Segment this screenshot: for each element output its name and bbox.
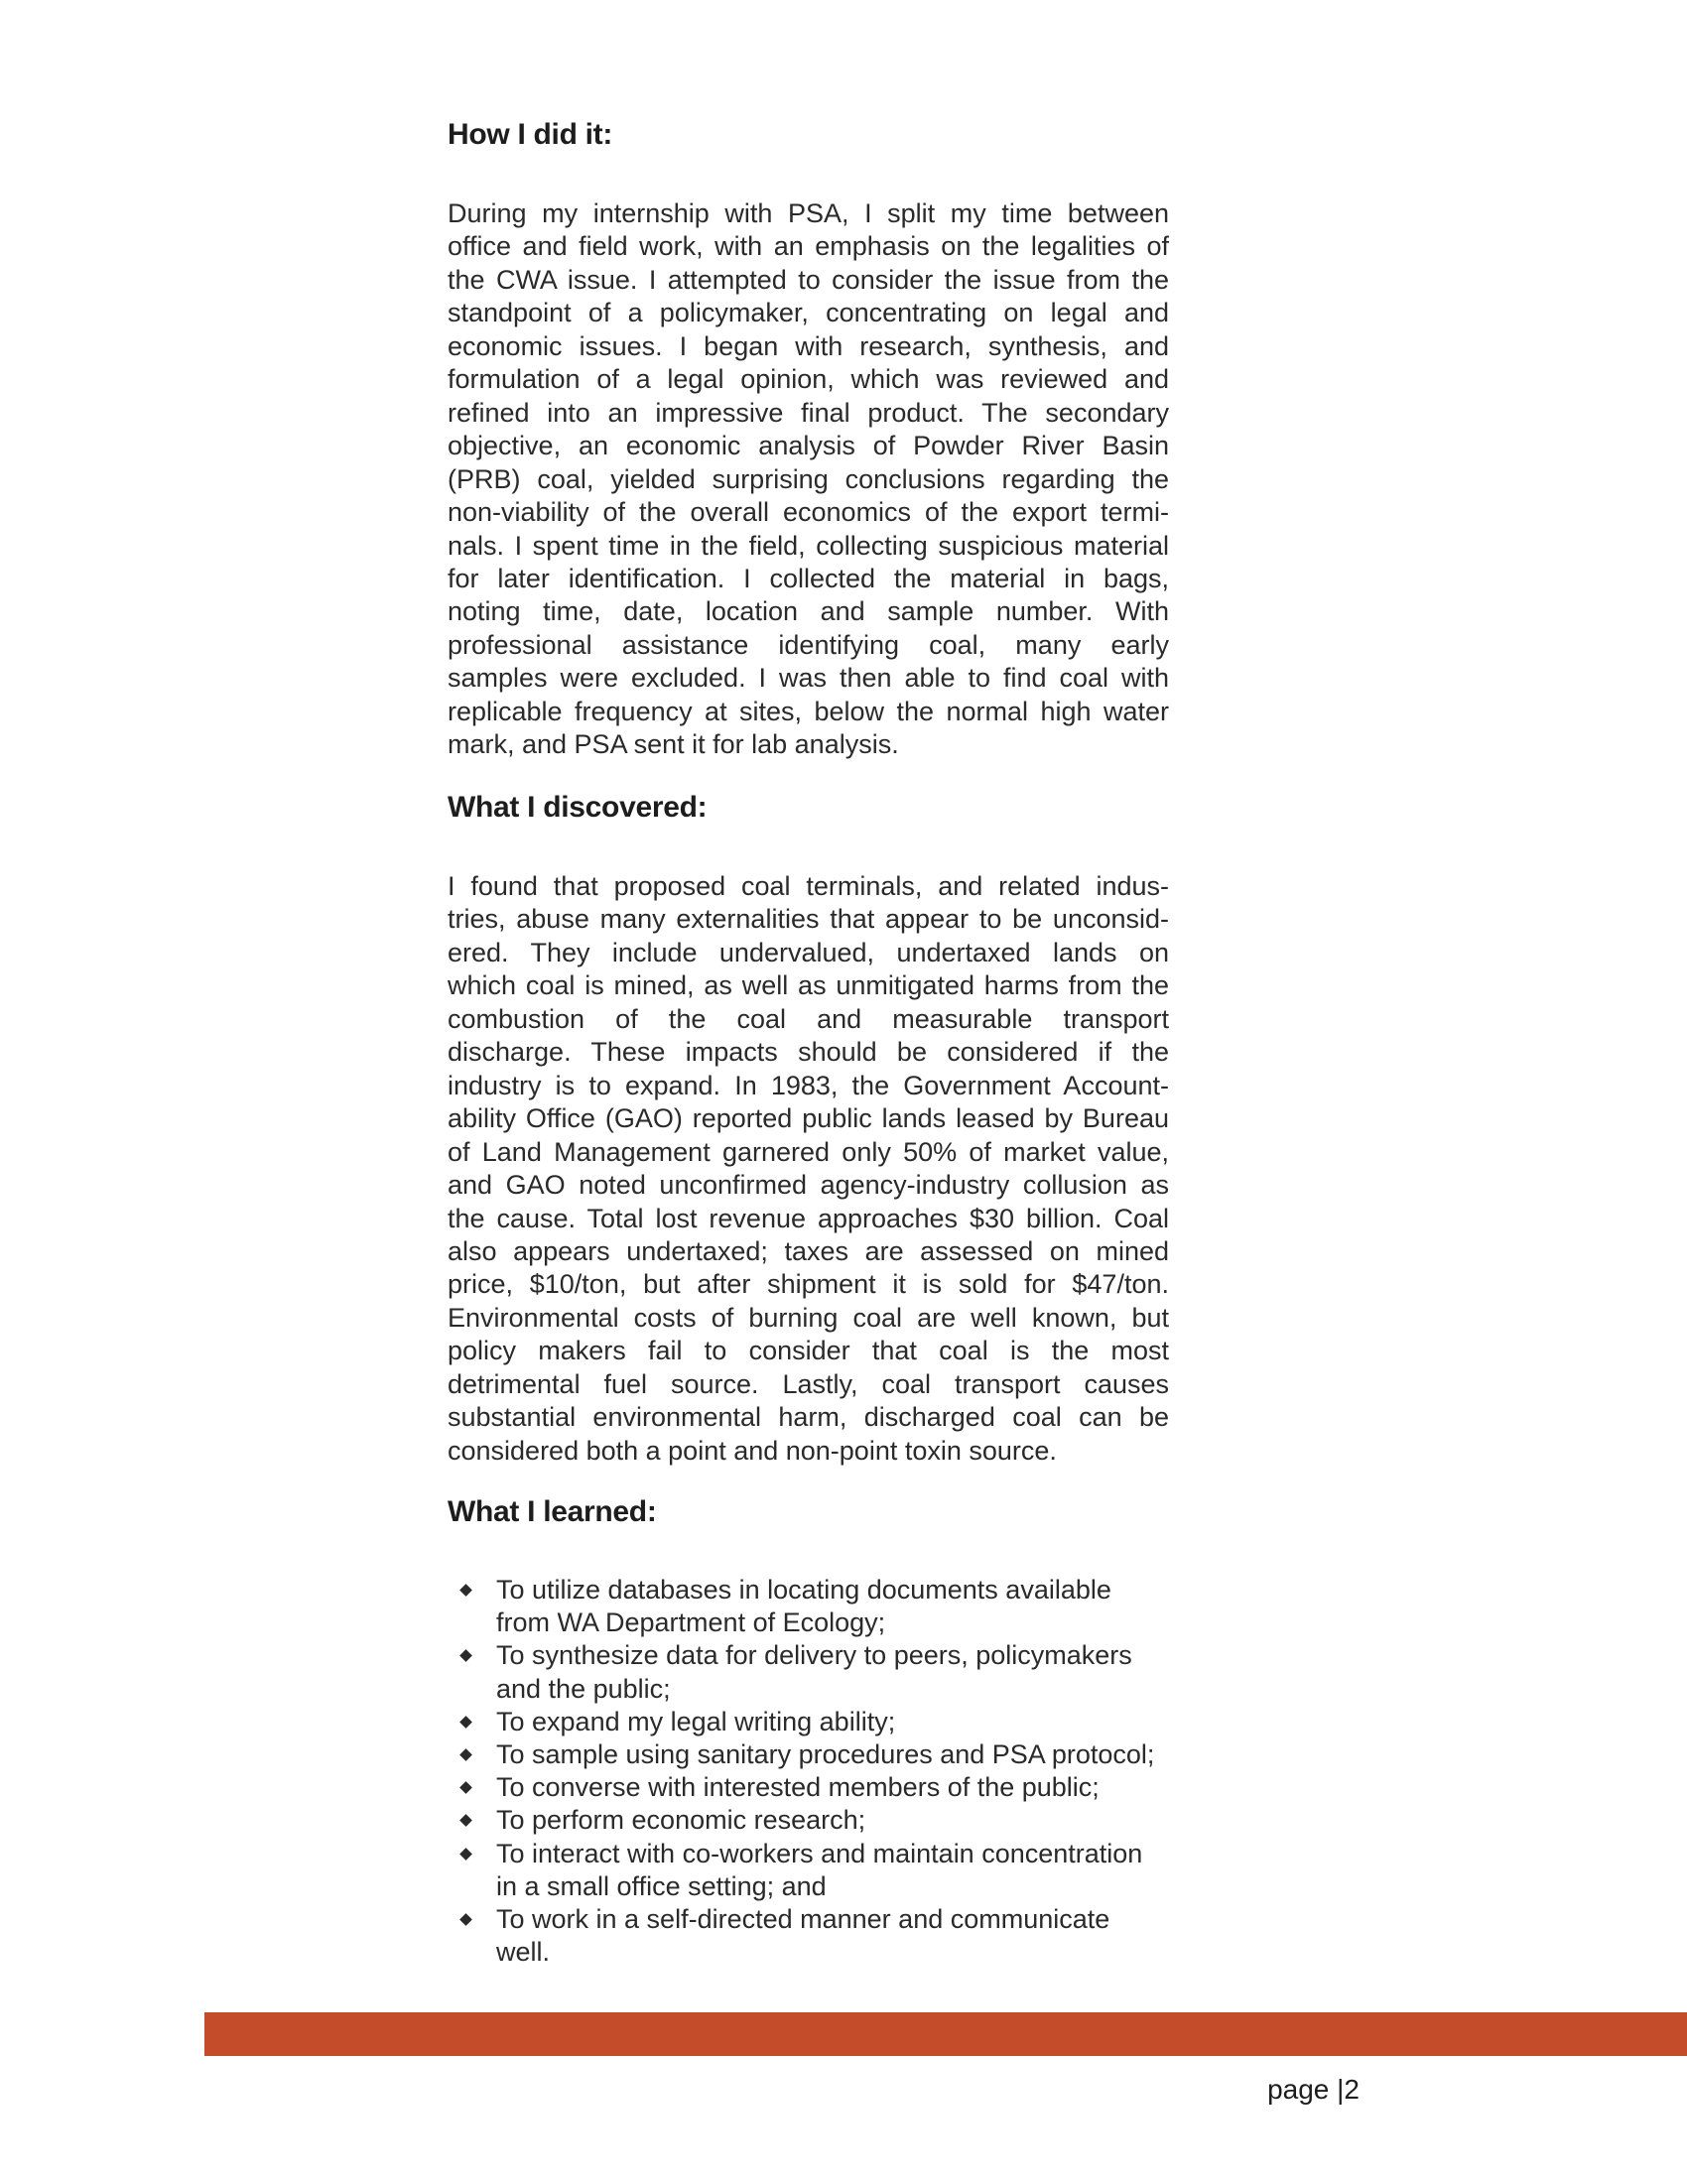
text-line: objective, an economic analysis of Powder River Basin <box>448 431 1169 461</box>
list-item-text <box>496 1706 895 1738</box>
text-line: ered. They include undervalued, undertaxed lands on <box>448 937 1169 967</box>
page-number: page |2 <box>1267 2074 1360 2105</box>
text-line: mark, and PSA sent it for lab analysis. <box>448 729 899 760</box>
list-item <box>448 1903 1169 1969</box>
text-line: ability Office (GAO) reported public lands leased by Bureau <box>448 1103 1169 1134</box>
text-line: During my internship with PSA, I split my time between <box>448 198 1169 228</box>
learned-bullet-list <box>448 1574 1169 1969</box>
text-line: for later identification. I collected the material in bags, <box>448 563 1169 593</box>
text-line: in a small office setting; and <box>496 1870 827 1901</box>
text-line: which coal is mined, as well as unmitigated harms from the <box>448 970 1169 1001</box>
text-line: detrimental fuel source. Lastly, coal transport causes <box>448 1368 1169 1399</box>
text-line: Environmental costs of burning coal are well known, but <box>448 1302 1169 1333</box>
text-line: discharge. These impacts should be considered if the <box>448 1037 1169 1068</box>
text-line: and GAO noted unconfirmed agency-industry collusion as <box>448 1170 1169 1201</box>
section-heading-how-i-did-it: How I did it: <box>448 118 613 151</box>
text-line: nals. I spent time in the field, collecting suspicious material <box>448 530 1169 561</box>
text-line: non-viability of the overall economics of the export termi- <box>448 497 1169 528</box>
text-line: To expand my legal writing ability; <box>496 1706 896 1736</box>
text-line: noting time, date, location and sample number. With <box>448 596 1169 627</box>
text-line: professional assistance identifying coal, many early <box>448 629 1169 660</box>
text-line: also appears undertaxed; taxes are assessed on mined <box>448 1235 1169 1266</box>
bullet-diamond-icon <box>459 1815 472 1828</box>
text-line: industry is to expand. In 1983, the Government Account- <box>448 1070 1169 1100</box>
list-item-text <box>496 1804 865 1837</box>
text-line: the cause. Total lost revenue approaches $30 billion. Coal <box>448 1203 1169 1233</box>
text-line: To synthesize data for delivery to peers, policymakers <box>496 1640 1132 1671</box>
text-line: (PRB) coal, yielded surprising conclusions regarding the <box>448 463 1169 494</box>
text-line: standpoint of a policymaker, concentrating on legal and <box>448 298 1169 328</box>
section-heading-what-i-discovered: What I discovered: <box>448 791 708 824</box>
list-item-text <box>496 1903 1109 1969</box>
list-item <box>448 1771 1169 1804</box>
list-item-text <box>496 1639 1132 1705</box>
bullet-diamond-icon <box>459 1716 472 1729</box>
list-item-text <box>496 1771 1100 1804</box>
text-line: the CWA issue. I attempted to consider the issue from the <box>448 264 1169 295</box>
bullet-diamond-icon <box>459 1781 472 1794</box>
text-line: To utilize databases in locating documents available <box>496 1575 1111 1605</box>
text-line: considered both a point and non-point toxin source. <box>448 1435 1057 1466</box>
text-line: formulation of a legal opinion, which was reviewed and <box>448 364 1169 395</box>
bullet-diamond-icon <box>459 1650 472 1663</box>
list-item <box>448 1574 1169 1639</box>
text-line: economic issues. I began with research, synthesis, and <box>448 330 1169 361</box>
text-line: To work in a self-directed manner and communicate <box>496 1904 1110 1935</box>
text-line: office and field work, with an emphasis on the legalities of <box>448 231 1169 262</box>
list-item <box>448 1804 1169 1837</box>
section-heading-what-i-learned: What I learned: <box>448 1495 657 1528</box>
list-item <box>448 1639 1169 1705</box>
bullet-diamond-icon <box>459 1748 472 1761</box>
text-line: replicable frequency at sites, below the normal high water <box>448 696 1169 726</box>
text-line: substantial environmental harm, discharged coal can be <box>448 1402 1169 1433</box>
text-line: from WA Department of Ecology; <box>496 1607 886 1638</box>
list-item <box>448 1838 1169 1903</box>
list-item <box>448 1706 1169 1738</box>
list-item-text <box>496 1738 1154 1771</box>
footer-accent-bar <box>204 2012 1687 2056</box>
text-line: tries, abuse many externalities that appear to be unconsid- <box>448 904 1169 935</box>
list-item <box>448 1738 1169 1771</box>
bullet-diamond-icon <box>459 1584 472 1597</box>
text-line: and the public; <box>496 1673 671 1704</box>
text-line: To sample using sanitary procedures and PSA protocol; <box>496 1739 1155 1770</box>
text-line: policy makers fail to consider that coal is the most <box>448 1336 1169 1366</box>
paragraph-how-i-did-it <box>448 197 1169 762</box>
text-line: refined into an impressive final product. The secondary <box>448 397 1169 428</box>
list-item-text <box>496 1838 1142 1903</box>
text-line: To interact with co-workers and maintain concentration <box>496 1838 1143 1868</box>
list-item-text <box>496 1574 1111 1639</box>
paragraph-what-i-discovered <box>448 870 1169 1468</box>
text-line: To converse with interested members of the public; <box>496 1772 1100 1803</box>
text-line: samples were excluded. I was then able to find coal with <box>448 663 1169 694</box>
bullet-diamond-icon <box>459 1848 472 1861</box>
text-line: I found that proposed coal terminals, and related indus- <box>448 871 1169 901</box>
text-line: To perform economic research; <box>496 1805 866 1836</box>
text-line: price, $10/ton, but after shipment it is sold for $47/ton. <box>448 1269 1169 1300</box>
text-line: well. <box>496 1937 551 1968</box>
bullet-diamond-icon <box>459 1913 472 1926</box>
text-line: combustion of the coal and measurable transport <box>448 1003 1169 1034</box>
text-line: of Land Management garnered only 50% of market value, <box>448 1136 1169 1167</box>
